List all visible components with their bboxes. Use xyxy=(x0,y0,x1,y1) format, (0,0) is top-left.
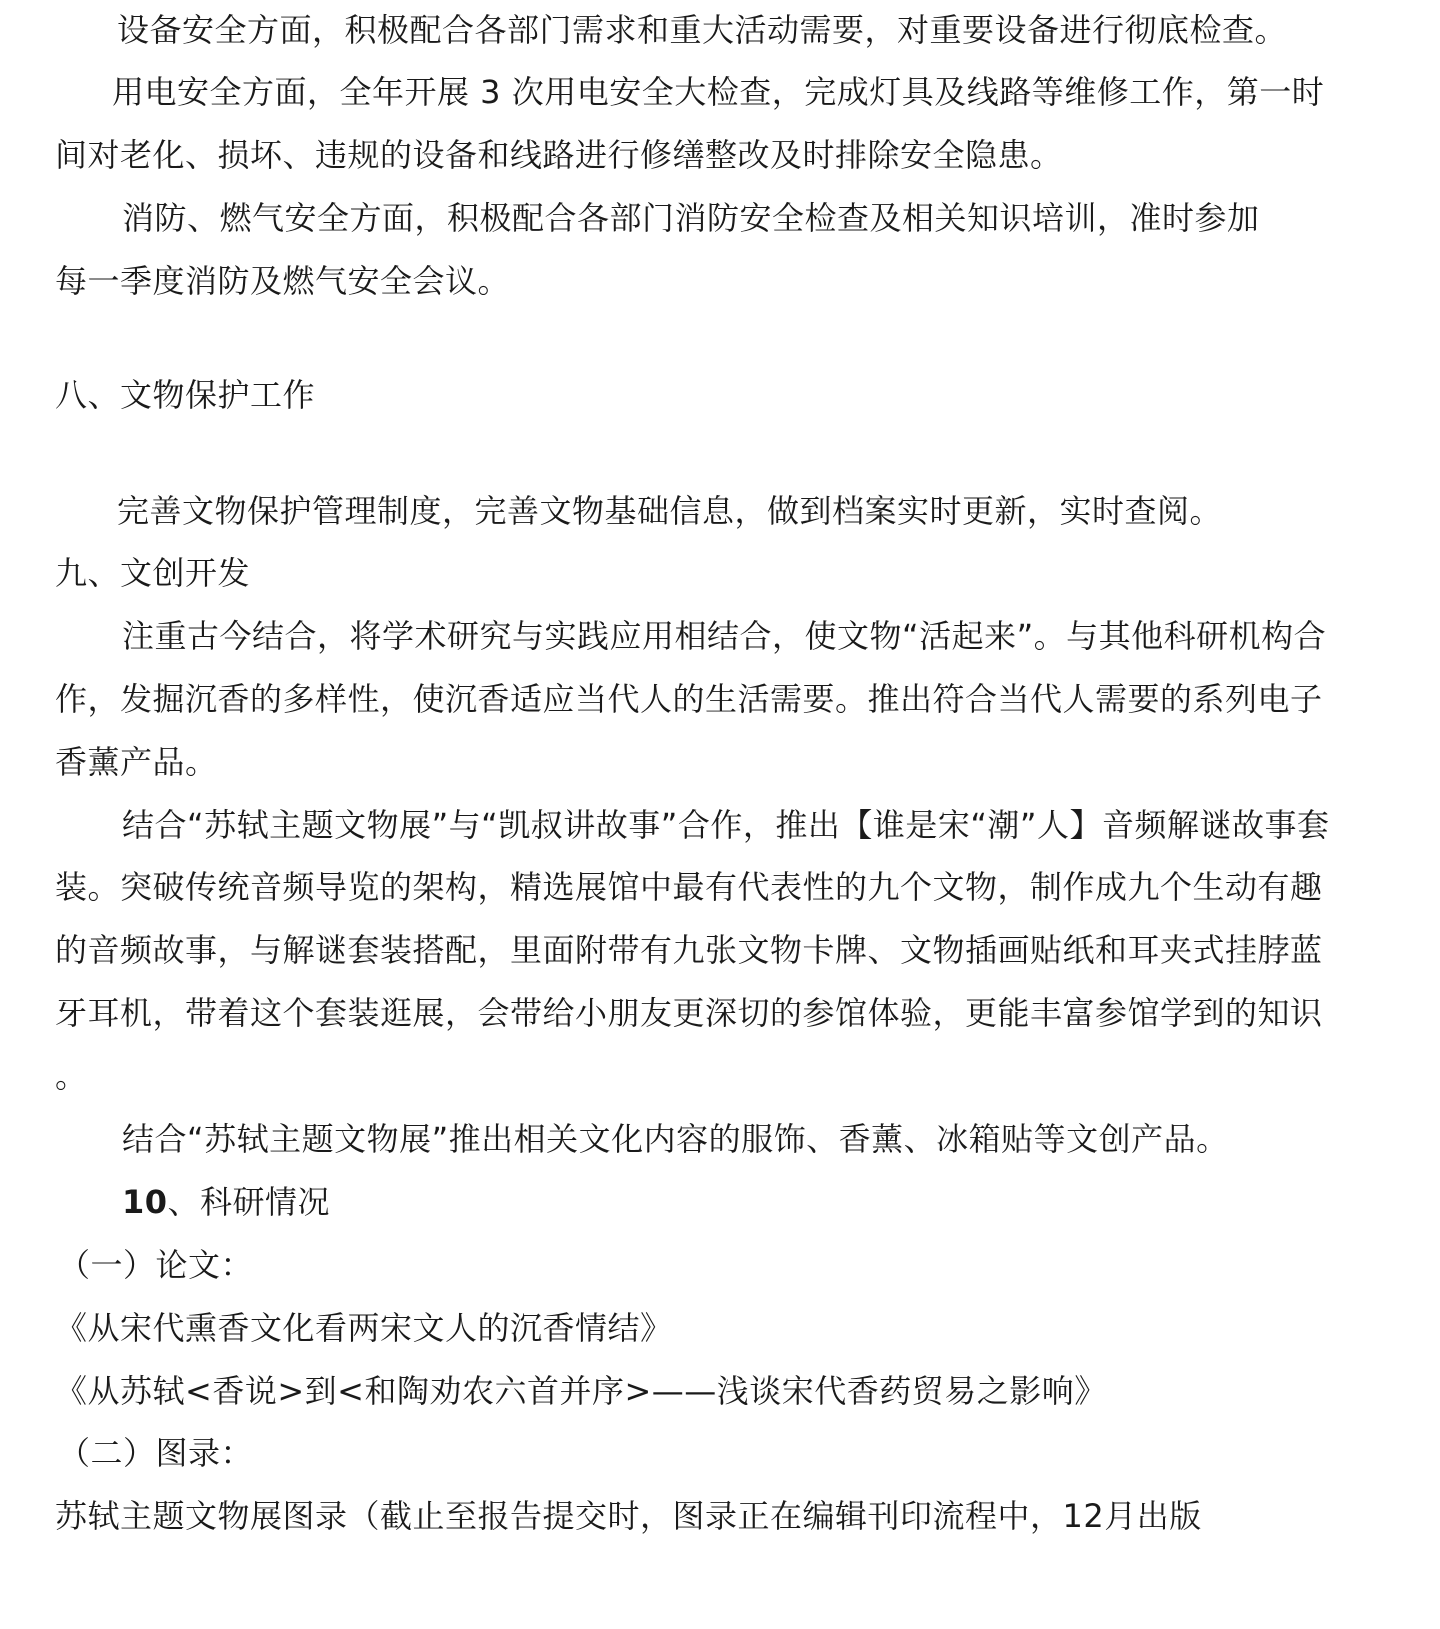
paragraph-power-safety-line-2: 间对老化、损坏、违规的设备和线路进行修缮整改及时排除安全隐患。 xyxy=(55,136,1063,174)
paragraph-creative-line-1: 注重古今结合，将学术研究与实践应用相结合，使文物“活起来”。与其他科研机构合 xyxy=(122,617,1327,655)
paragraph-audio-line-3: 的音频故事，与解谜套装搭配，里面附带有九张文物卡牌、文物插画贴纸和耳夹式挂脖蓝 xyxy=(55,931,1323,969)
paragraph-audio-line-4: 牙耳机，带着这个套装逛展，会带给小朋友更深切的参馆体验，更能丰富参馆学到的知识 xyxy=(55,994,1323,1032)
subheading-catalog: （二）图录： xyxy=(58,1434,254,1472)
heading-research-text: 、科研情况 xyxy=(167,1183,331,1221)
paragraph-audio-line-5: 。 xyxy=(55,1057,88,1095)
paragraph-fire-safety-line-2: 每一季度消防及燃气安全会议。 xyxy=(55,262,511,300)
paragraph-relic-protection: 完善文物保护管理制度，完善文物基础信息，做到档案实时更新，实时查阅。 xyxy=(117,492,1223,530)
paper-title-2: 《从苏轼<香说>到<和陶劝农六首并序>——浅谈宋代香药贸易之影响》 xyxy=(55,1372,1107,1410)
paragraph-creative-line-3: 香薰产品。 xyxy=(55,743,218,781)
heading-research-number: 10 xyxy=(122,1183,168,1221)
paragraph-creative-line-2: 作，发掘沉香的多样性，使沉香适应当代人的生活需要。推出符合当代人需要的系列电子 xyxy=(55,680,1323,718)
paper-title-1: 《从宋代熏香文化看两宋文人的沉香情结》 xyxy=(55,1309,673,1347)
paragraph-audio-line-2: 装。突破传统音频导览的架构，精选展馆中最有代表性的九个文物，制作成九个生动有趣 xyxy=(55,868,1323,906)
subheading-papers: （一）论文： xyxy=(58,1246,254,1284)
paragraph-creative-products: 结合“苏轼主题文物展”推出相关文化内容的服饰、香薰、冰箱贴等文创产品。 xyxy=(122,1120,1229,1158)
heading-research xyxy=(122,1182,330,1222)
heading-relic-protection: 八、文物保护工作 xyxy=(55,376,316,414)
paragraph-device-safety: 设备安全方面，积极配合各部门需求和重大活动需要，对重要设备进行彻底检查。 xyxy=(117,11,1288,49)
paragraph-fire-safety-line-1: 消防、燃气安全方面，积极配合各部门消防安全检查及相关知识培训，准时参加 xyxy=(122,199,1260,237)
catalog-entry: 苏轼主题文物展图录（截止至报告提交时，图录正在编辑刊印流程中，12月出版 xyxy=(55,1497,1202,1535)
paragraph-audio-line-1: 结合“苏轼主题文物展”与“凯叔讲故事”合作，推出【谁是宋“潮”人】音频解谜故事套 xyxy=(122,806,1330,844)
heading-cultural-creative: 九、文创开发 xyxy=(55,554,251,592)
paragraph-power-safety-line-1: 用电安全方面，全年开展 3 次用电安全大检查，完成灯具及线路等维修工作，第一时 xyxy=(112,73,1325,111)
